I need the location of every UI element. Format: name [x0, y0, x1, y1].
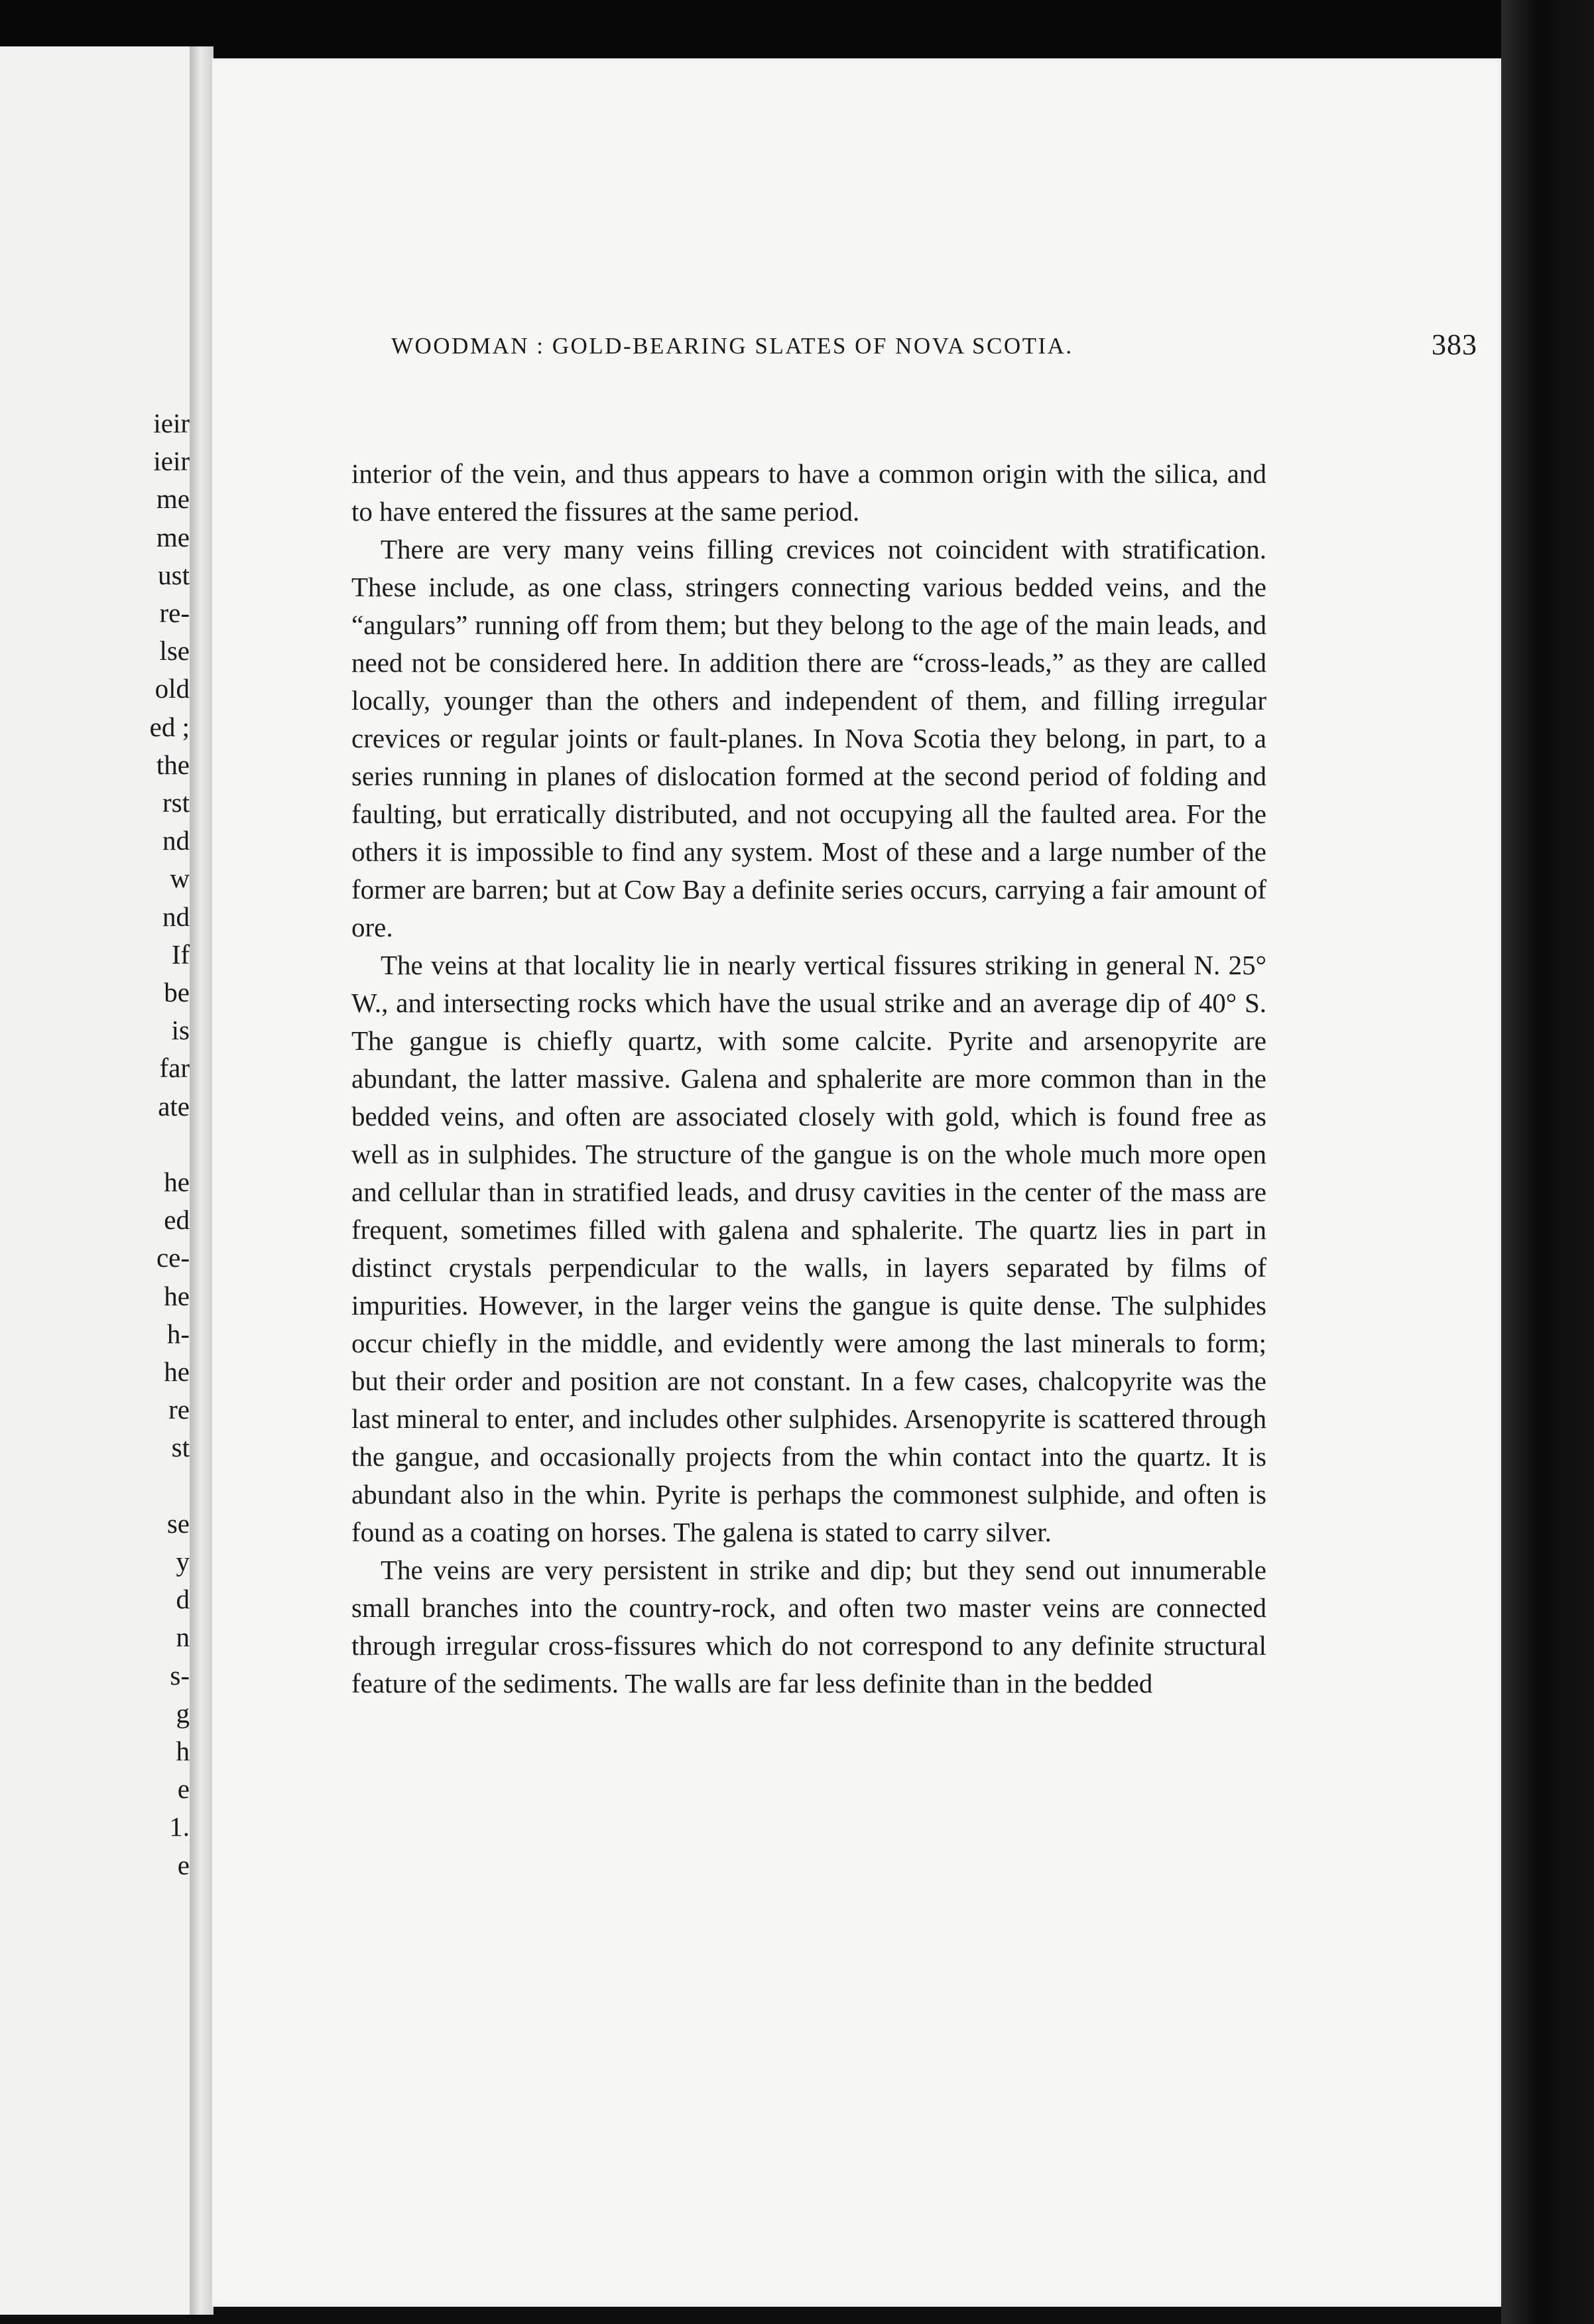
document-page	[212, 58, 1505, 2307]
facing-page-fragment: nd	[162, 825, 190, 856]
facing-page-fragment: is	[171, 1015, 190, 1046]
facing-page-fragment: lse	[159, 635, 190, 667]
book-gutter	[190, 46, 214, 2315]
facing-page-fragment: 1.	[169, 1811, 190, 1842]
scanner-frame-top	[0, 0, 1594, 60]
facing-page-fragment: d	[176, 1584, 190, 1615]
facing-page-fragment: e	[177, 1774, 190, 1805]
facing-page-fragment: ieir	[153, 408, 190, 438]
facing-page-fragment: w	[170, 863, 190, 894]
facing-page-fragment: re-	[159, 598, 190, 628]
facing-page-fragment: g	[176, 1697, 190, 1728]
facing-page-fragment: me	[156, 521, 190, 552]
facing-page-fragment: s-	[170, 1659, 190, 1691]
facing-page-fragment: ed	[164, 1204, 190, 1236]
scanner-frame-right	[1501, 0, 1594, 2324]
facing-page	[0, 46, 199, 2315]
running-header	[391, 328, 1491, 367]
page-number: 383	[1432, 328, 1477, 361]
facing-page-fragment: far	[159, 1053, 190, 1084]
facing-page-fragment: ust	[158, 559, 190, 590]
facing-page-fragment: h	[176, 1736, 190, 1766]
facing-page-fragment: ce-	[156, 1242, 190, 1273]
facing-page-fragment: h-	[166, 1318, 190, 1349]
paragraph: There are very many veins filling crevices not coincident with stratification. These include, as one class, stringers connecting various bedded veins, and the “angulars” running off from them; but they belong to the age of the main leads, and need not be considered here. In addition there are “cross-leads,” as they are called locally, younger than the others and independent of them, and filling irregular crevices or regular joints or fault-planes. In Nova Scotia they belong, in part, to a series running in planes of dislocation formed at the second period of folding and faulting, but erratically distributed, and not occupying all the faulted area. For the others it is impossible to find any system. Most of these and a large number of the former are barren; but at Cow Bay a definite series occurs, carrying a fair amount of ore.	[351, 534, 1266, 942]
body-text	[351, 455, 1266, 1703]
facing-page-fragment: ate	[158, 1090, 190, 1122]
facing-page-fragment: st	[171, 1432, 190, 1463]
facing-page-fragment: ed ;	[149, 711, 190, 742]
facing-page-fragment: y	[176, 1546, 190, 1577]
facing-page-fragment: me	[156, 484, 190, 515]
facing-page-fragment: re	[168, 1394, 190, 1425]
paragraph: interior of the vein, and thus appears to have a common origin with the silica, and to have entered the fissures at the same period.	[351, 458, 1266, 527]
facing-page-fragment: se	[166, 1508, 190, 1539]
paragraph: The veins at that locality lie in nearly vertical fissures striking in general N. 25° W., and intersecting rocks which have the usual strike and an average dip of 40° S. The gangue is chiefly quartz, with some calcite. Pyrite and arsenopyrite are abundant, the latter massive. Galena and sphalerite are more common than in the bedded veins, and often are associated closely with gold, which is found free as well as in sulphides. The structure of the gangue is on the whole much more open and cellular than in stratified leads, and drusy cavities in the center of the mass are frequent, sometimes filled with galena and sphalerite. The quartz lies in part in distinct crystals perpendicular to the walls, in layers separated by films of impurities. However, in the larger veins the gangue is quite dense. The sulphides occur chiefly in the middle, and evidently were among the last minerals to form; but their order and position are not constant. In a few cases, chalcopyrite was the last mineral to enter, and includes other sulphides. Arsenopyrite is scattered through the gangue, and occasionally projects from the whin contact into the quartz. It is abundant also in the whin. Pyrite is perhaps the commonest sulphide, and often is found as a coating on horses. The galena is stated to carry silver.	[351, 950, 1266, 1547]
facing-page-fragment: nd	[162, 901, 190, 932]
running-title: WOODMAN : GOLD-BEARING SLATES OF NOVA SCOTIA.	[391, 333, 1073, 359]
facing-page-fragment: he	[164, 1167, 190, 1197]
facing-page-fragment: old	[154, 673, 190, 704]
facing-page-fragment: n	[176, 1622, 190, 1653]
facing-page-fragment: ieir	[153, 446, 190, 477]
facing-page-fragment: the	[156, 749, 190, 780]
facing-page-fragment: e	[177, 1849, 190, 1880]
paragraph: The veins are very persistent in strike and dip; but they send out innumerable small branches into the country-rock, and often two master veins are connected through irregular cross-fissures which do not correspond to any definite structural feature of the sediments. The walls are far less definite than in the bedded	[351, 1555, 1266, 1699]
facing-page-fragment: he	[164, 1356, 190, 1387]
facing-page-fragment: be	[164, 977, 190, 1007]
facing-page-fragment: If	[171, 938, 190, 970]
facing-page-fragment: rst	[162, 787, 190, 818]
facing-page-fragment: he	[164, 1280, 190, 1311]
